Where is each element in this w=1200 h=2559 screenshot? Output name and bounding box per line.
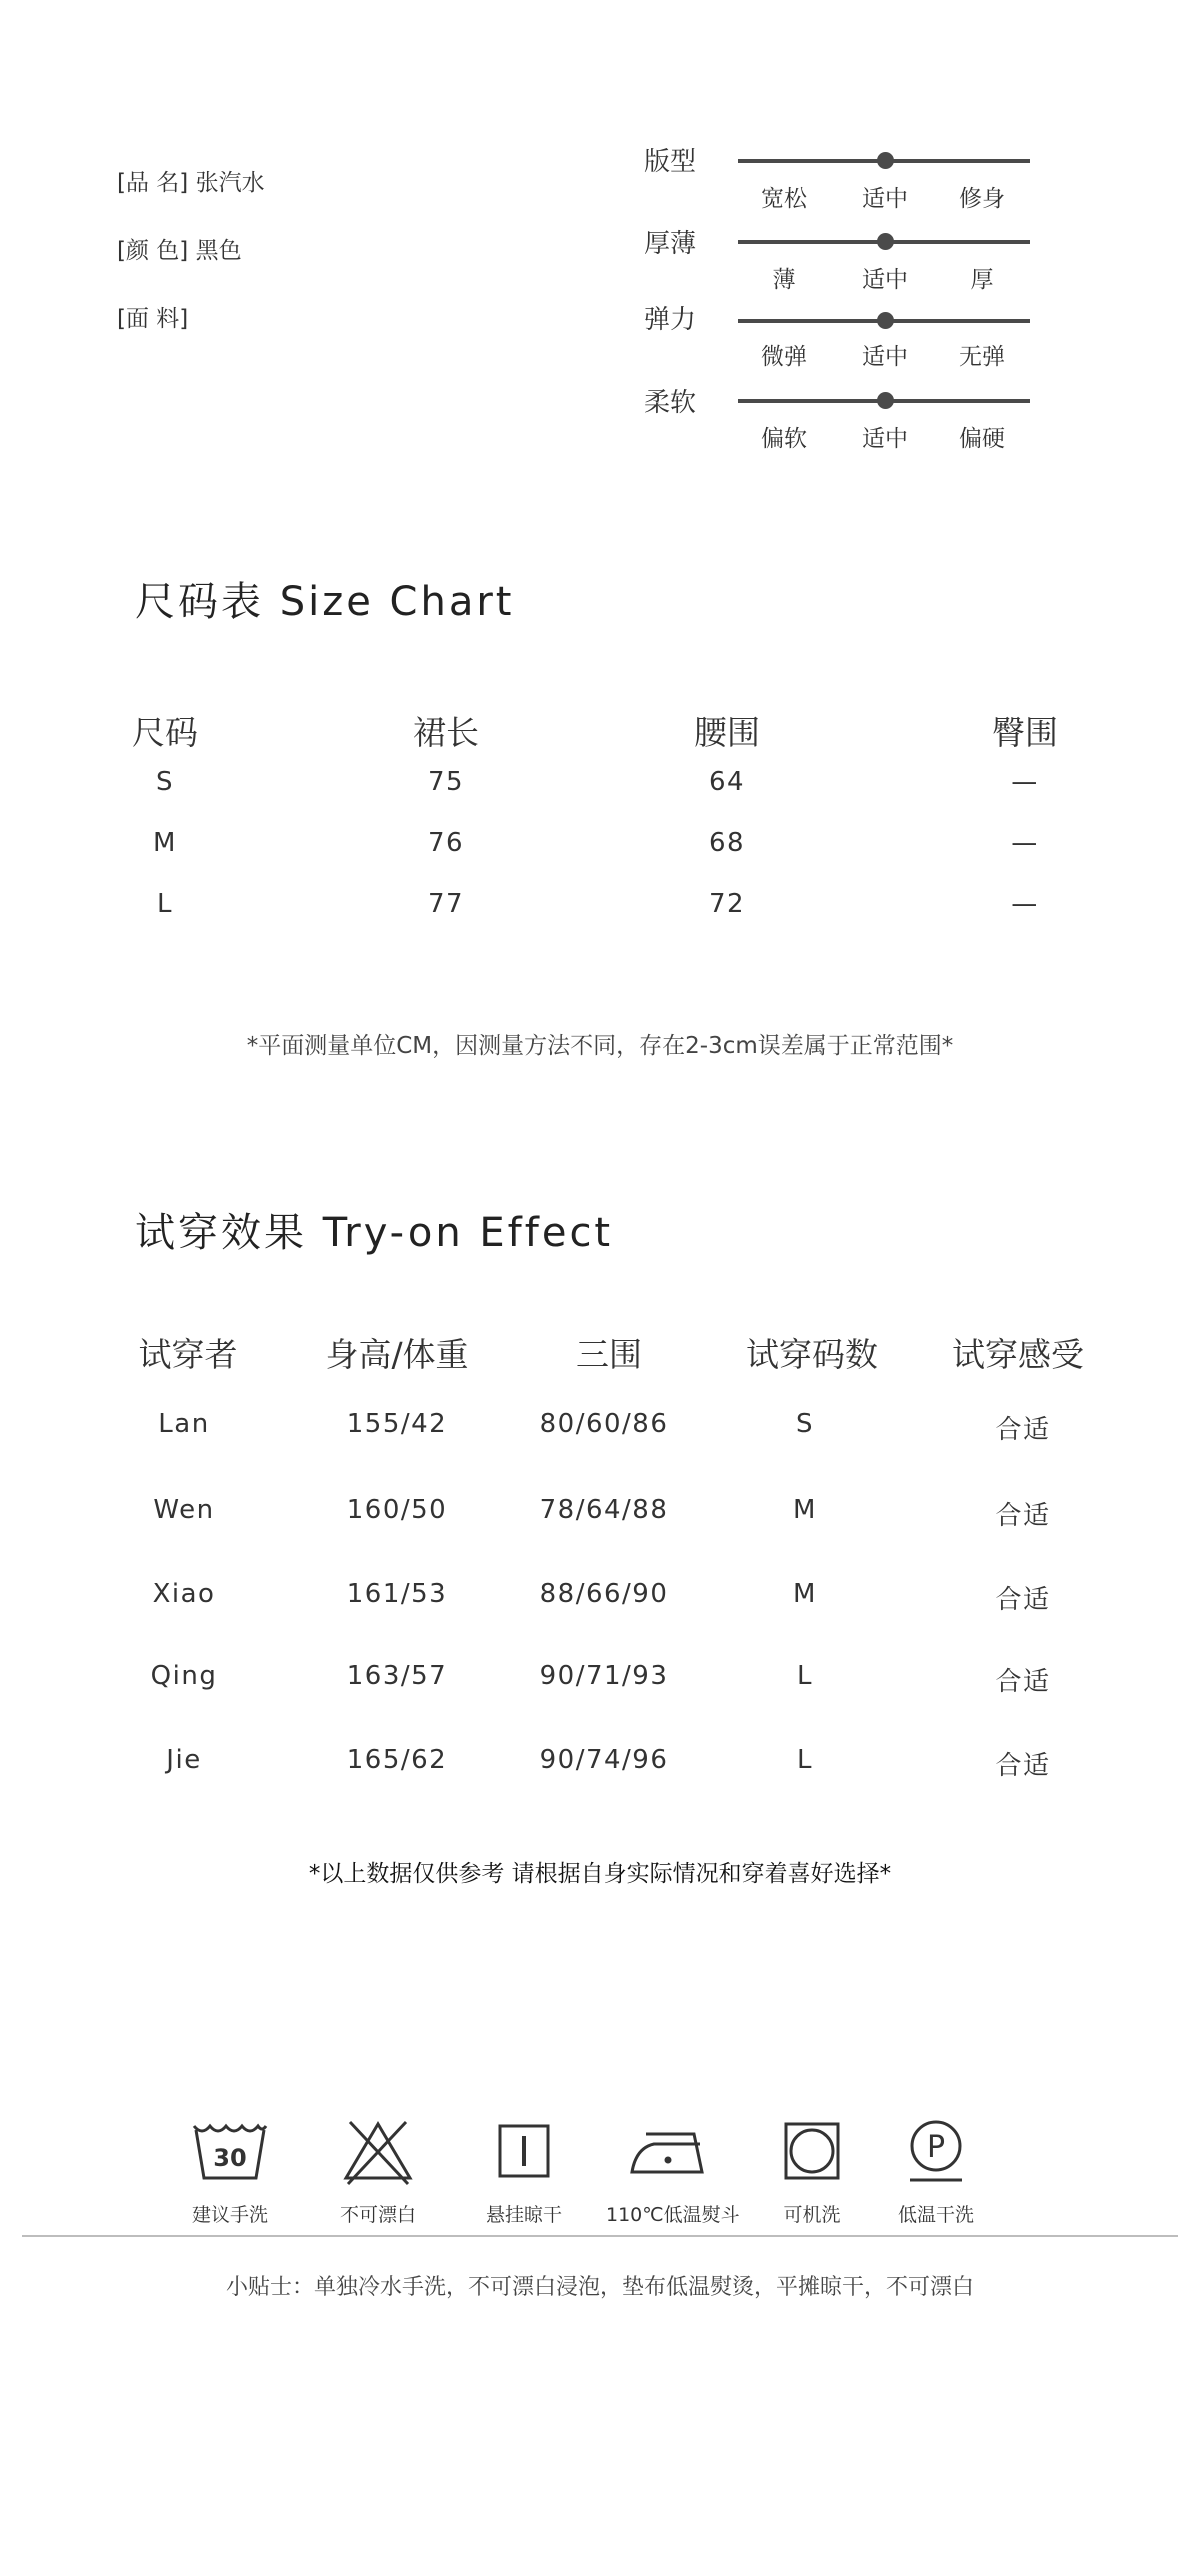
attr-softness-label: 柔软: [644, 388, 697, 418]
size-chart-cell: 76: [427, 828, 465, 858]
attr-elasticity-option: 微弹: [761, 344, 807, 370]
size-chart-header: 尺码: [132, 713, 198, 752]
attr-thickness-marker: [877, 233, 894, 250]
attr-softness-marker: [877, 392, 894, 409]
care-label: 可机洗: [783, 2204, 841, 2226]
size-chart-cell: S: [155, 767, 175, 797]
size-chart-cell: —: [1011, 767, 1039, 797]
size-chart-cell: —: [1011, 889, 1039, 919]
care-label: 110℃低温熨斗: [606, 2204, 740, 2226]
size-chart-title: 尺码表 Size Chart: [135, 579, 515, 625]
tryon-cell: Wen: [153, 1495, 215, 1525]
tryon-cell: L: [797, 1745, 813, 1775]
tryon-header: 试穿者: [138, 1335, 238, 1374]
attr-elasticity-option: 适中: [862, 344, 908, 370]
attr-fit-option: 修身: [959, 186, 1005, 212]
care-label: 建议手洗: [191, 2204, 268, 2226]
size-chart-cell: 68: [708, 828, 746, 858]
tryon-cell: S: [795, 1409, 815, 1439]
tryon-cell: M: [793, 1495, 817, 1525]
care-hang-dry: [459, 2118, 589, 2227]
care-divider: [22, 2235, 1178, 2237]
care-label: 低温干洗: [897, 2204, 974, 2226]
attr-elasticity-label: 弹力: [644, 305, 697, 335]
product-name: [品 名] 张汽水: [117, 170, 265, 196]
attr-thickness-option: 薄: [772, 267, 796, 293]
tryon-header: 身高/体重: [325, 1335, 469, 1374]
tryon-cell: Qing: [150, 1661, 218, 1691]
tryon-cell: 合适: [995, 1415, 1051, 1445]
tryon-cell: 合适: [995, 1585, 1051, 1615]
attr-fit-marker: [877, 152, 894, 169]
tryon-cell: 合适: [995, 1667, 1051, 1697]
svg-text:30: 30: [213, 2144, 247, 2172]
tryon-cell: 合适: [995, 1751, 1051, 1781]
tryon-header: 试穿感受: [952, 1335, 1084, 1374]
attr-thickness-label: 厚薄: [644, 229, 697, 259]
size-chart-cell: 72: [708, 889, 746, 919]
attr-fit-option: 适中: [862, 186, 908, 212]
tryon-cell: Lan: [158, 1409, 210, 1439]
size-chart-cell: 77: [427, 889, 465, 919]
attr-softness-option: 适中: [862, 426, 908, 452]
care-machine-wash: [747, 2118, 877, 2227]
attr-elasticity-option: 无弹: [959, 344, 1005, 370]
attr-softness-option: 偏硬: [959, 426, 1005, 452]
low-temp-dry-clean-icon: [896, 2118, 976, 2186]
care-label: 悬挂晾干: [485, 2204, 562, 2226]
attr-fit-label: 版型: [644, 147, 697, 177]
tryon-cell: 161/53: [346, 1579, 448, 1609]
tryon-title: 试穿效果 Try-on Effect: [135, 1210, 614, 1256]
size-chart-cell: 75: [427, 767, 465, 797]
tryon-cell: 78/64/88: [539, 1495, 669, 1525]
tryon-note: *以上数据仅供参考 请根据自身实际情况和穿着喜好选择*: [308, 1861, 892, 1887]
care-iron: [606, 2118, 740, 2227]
machine-wash-icon: [772, 2118, 852, 2186]
size-chart-header: 臀围: [992, 713, 1058, 752]
tryon-cell: 160/50: [346, 1495, 448, 1525]
svg-text:P: P: [926, 2130, 946, 2165]
size-chart-cell: L: [157, 889, 173, 919]
size-chart-cell: —: [1011, 828, 1039, 858]
attr-fit-option: 宽松: [761, 186, 807, 212]
tryon-cell: 90/74/96: [539, 1745, 669, 1775]
size-chart-header: 裙长: [413, 713, 479, 752]
no-bleach-icon: [338, 2118, 418, 2186]
size-chart-cell: M: [153, 828, 177, 858]
size-chart-header: 腰围: [694, 713, 760, 752]
low-temp-iron-icon: [626, 2118, 716, 2186]
tryon-cell: 155/42: [346, 1409, 448, 1439]
tryon-cell: Jie: [166, 1745, 202, 1775]
tryon-cell: L: [797, 1661, 813, 1691]
tryon-cell: M: [793, 1579, 817, 1609]
attr-thickness-option: 厚: [970, 267, 994, 293]
hand-wash-30-icon: [190, 2118, 270, 2186]
care-no-bleach: [313, 2118, 443, 2227]
attr-elasticity-marker: [877, 312, 894, 329]
tryon-cell: 90/71/93: [539, 1661, 669, 1691]
attr-softness-option: 偏软: [761, 426, 807, 452]
size-chart-note: *平面测量单位CM，因测量方法不同，存在2-3cm误差属于正常范围*: [246, 1033, 954, 1059]
attr-thickness-option: 适中: [862, 267, 908, 293]
care-label: 不可漂白: [339, 2204, 416, 2226]
care-tip: 小贴士：单独冷水手洗，不可漂白浸泡，垫布低温熨烫，平摊晾干，不可漂白: [225, 2275, 974, 2300]
product-color: [颜 色] 黑色: [117, 238, 242, 264]
tryon-header: 三围: [576, 1335, 642, 1374]
tryon-header: 试穿码数: [746, 1335, 878, 1374]
care-hand-wash: [165, 2118, 295, 2227]
hang-dry-icon: [484, 2118, 564, 2186]
tryon-cell: 165/62: [346, 1745, 448, 1775]
tryon-cell: 163/57: [346, 1661, 448, 1691]
size-chart-cell: 64: [708, 767, 746, 797]
tryon-cell: Xiao: [152, 1579, 216, 1609]
care-dry-clean: [871, 2118, 1001, 2227]
product-fabric: [面 料]: [117, 306, 189, 332]
tryon-cell: 88/66/90: [539, 1579, 669, 1609]
tryon-cell: 合适: [995, 1501, 1051, 1531]
tryon-cell: 80/60/86: [539, 1409, 669, 1439]
